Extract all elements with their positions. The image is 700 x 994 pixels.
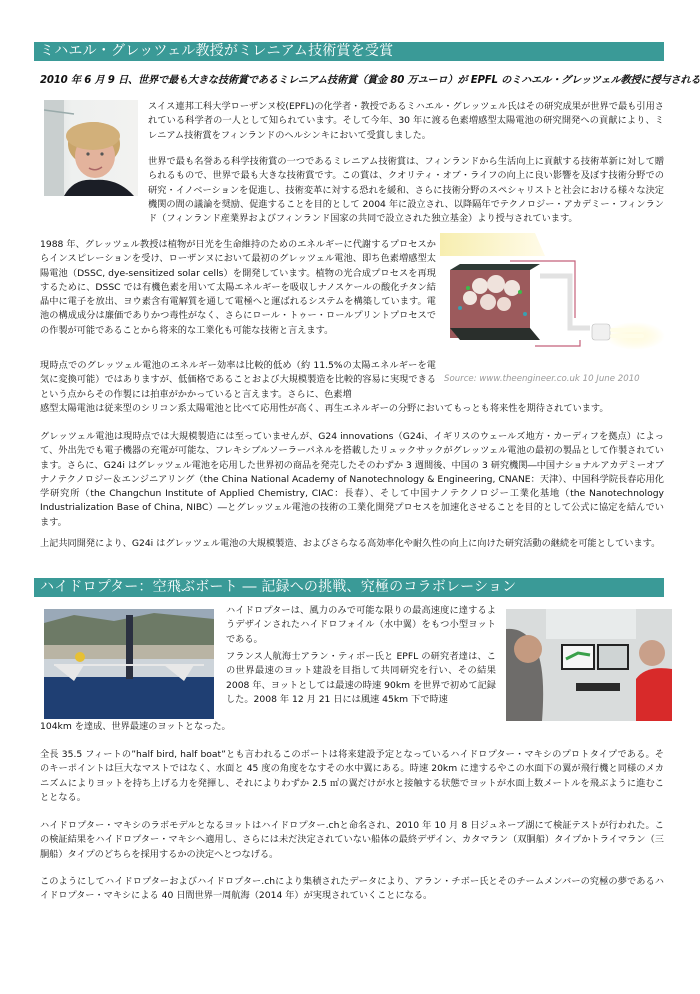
section-subtitle: 2010 年 6 月 9 日、世界で最も大きな技術賞であるミレニアム技術賞（賞金 80 万ユーロ）が EPFL のミハエル・グレッツェル教授に授与される	[40, 75, 700, 86]
paragraph-joint-development: 上記共同開発により、G24i はグレッツェル電池の大規模製造、およびさらなる高効率化や耐久性の向上に向けた研究活動の継続を可能としています。	[40, 538, 661, 549]
paragraph-efficiency-cont: 感型太陽電池は従来型のシリコン系太陽電池と比べて応用性が高く、再生エネルギーの分野においてもっとも将来性を期待されています。	[40, 403, 609, 414]
paragraph-efficiency: 現時点でのグレッツェル電池のエネルギー効率は比較的低め（約 11.5%の太陽エネルギーを電気に変換可能）ではありますが、低価格であることおよび大規模製造を比較的容易に実現できるという点からその作製には拍車がかかっていると言えます。さらに、色素増	[40, 360, 436, 400]
image-source-caption: Source: www.theengineer.co.uk 10 June 2010	[444, 374, 640, 384]
section-title-millennium-prize: ミハエル・グレッツェル教授がミレニアム技術賞を受賞	[34, 42, 664, 61]
paragraph-history: 1988 年、グレッツェル教授は植物が日光を生命維持のためのエネルギーに代謝するプロセスからインスピレーションを受け、ローザンヌにおいて最初のグレッツェル電池、即ち色素増感型太陽電池（DSSC, dye-sensitized solar cells）を開発しています。植物の光合成プロセスを再現するために、DSSC では有機色素を用いて太陽エネルギーを吸収しナノスケールの酸化チタン結晶中に電子を放出、ヨウ素含有電解質を通して電極へと運ばれるシステムを構築しています。電池の構成成分は廉価でありかつ毒性がなく、さらにロール・トゥー・ロールプリントプロセスでの作製が可能であることから将来的な工業化も可能な技術と言えます。	[40, 239, 436, 336]
dssc-solar-cell-illustration	[440, 228, 668, 350]
portrait-photo-gratzel	[44, 100, 138, 196]
hydroptere-boat-photo	[44, 609, 214, 719]
paragraph-hydroptere-record-cont: 104km を達成、世界最速のヨットとなった。	[40, 721, 231, 732]
researchers-computer-photo	[506, 609, 672, 721]
paragraph-hydroptere-record: フランス人航海士アラン・ティボー氏と EPFL の研究者達は、この世界最速のヨット建設を目指して共同研究を行い、その結果 2008 年、ヨットとしては最速の時速 90km を世界で初めて記録した。2008 年 12 月 21 日には風速 45km 下で時速	[226, 651, 496, 705]
paragraph-hydroptere-intro: ハイドロプターは、風力のみで可能な限りの最高速度に達するようデザインされたハイドロフォイル（水中翼）をもつ小型ヨットである。	[226, 605, 496, 645]
section-title-hydroptere: ハイドロプター：空飛ぶボート ― 記録への挑戦、究極のコラボレーション	[34, 578, 664, 597]
paragraph-hydroptere-maxi: 全長 35.5 フィートの”half bird, half boat”とも言われるこのボートは将来建設予定となっているハイドロプター・マキシのプロトタイプである。そのキーポイントは巨大なマストではなく、水面と 45 度の角度をなすその水中翼にある。時速 20km に達するやこの水面下の翼が飛行機と同様のメカニズムによりヨットを持ち上げる力を発揮し、それによりわずか 2.5 ㎡の翼だけが水と接触する状態でヨットが水面上数メートルを飛ぶように進むこととなる。	[40, 749, 664, 803]
paragraph-intro: スイス連邦工科大学ローザンヌ校(EPFL)の化学者・教授であるミハエル・グレッツェル氏はその研究成果が世界で最も引用されている科学者の一人として知られています。そして今年、30 年に渡る色素増感型太陽電池の研究開発への貢献により、ミレニアム技術賞をフィンランドのヘルシンキにおいて受賞しました。	[148, 101, 664, 141]
paragraph-g24i: グレッツェル電池は現時点では大規模製造には至っていませんが、G24 innovations（G24i、イギリスのウェールズ地方・カーディフを拠点）によって、外出先でも電子機器の充電が可能な、フレキシブルソーラーパネルを搭載したリュックサックがグレッツェル電池の最初の製品として作製されています。さらに、G24i はグレッツェル電池を応用した世界初の商品を発売したそのわずか 3 週間後、中国の 3 研究機関―中国ナショナルアカデミーオブナノテクノロジー＆エンジニアリング（the China National Academy of Nanotechnology & Engineering, CNANE：天津）、中国科学院長春応用化学研究所（the Changchun Institute of Applied Chemistry, CIAC：長春）、そして中国ナノテクノロジー工業化基地（the Nanotechnology Industrialization Base of China, NIBC）―とグレッツェル電池の技術の工業化開発プロセスを加速化させることを目的として公式に協定を結んでいます。	[40, 431, 664, 528]
paragraph-world-voyage: このようにしてハイドロプターおよびハイドロプター.chにより集積されたデータにより、アラン・チボー氏とそのチームメンバーの究極の夢であるハイドロプター・マキシによる 40 日間世界一周航海（2014 年）が実現されていくことになる。	[40, 876, 664, 902]
paragraph-hydroptere-ch: ハイドロプター・マキシのラボモデルとなるヨットはハイドロプター.chと命名され、2010 年 10 月 8 日ジュネーブ湖にて検証テストが行われた。この検証結果をハイドロプター・マキシへ適用し、さらには未だ決定されていない船体の最終デザイン、カタマラン（双胴船）タイプかトライマラン（三胴船）タイプのどちらを採用するかの決定へとつなげる。	[40, 820, 664, 860]
paragraph-prize-description: 世界で最も名誉ある科学技術賞の一つであるミレニアム技術賞は、フィンランドから生活向上に貢献する技術革新に対して贈られるもので、世界で最も大きな技術賞です。この賞は、クオリティ・オブ・ライフの向上に良い影響を及ぼす技術分野での研究・イノベーションを促進し、技術変革に対する恐れを緩和、さらに技術分野のスペシャリストと社会における様々な決定機関の間の議論を奨励、促進することを目的として 2004 年に設立され、以降隔年でテクノロジー・アカデミー・フィンランド（フィンランド産業界およびフィンランド国家の共同で設立された独立基金）より授与されています。	[148, 156, 664, 225]
